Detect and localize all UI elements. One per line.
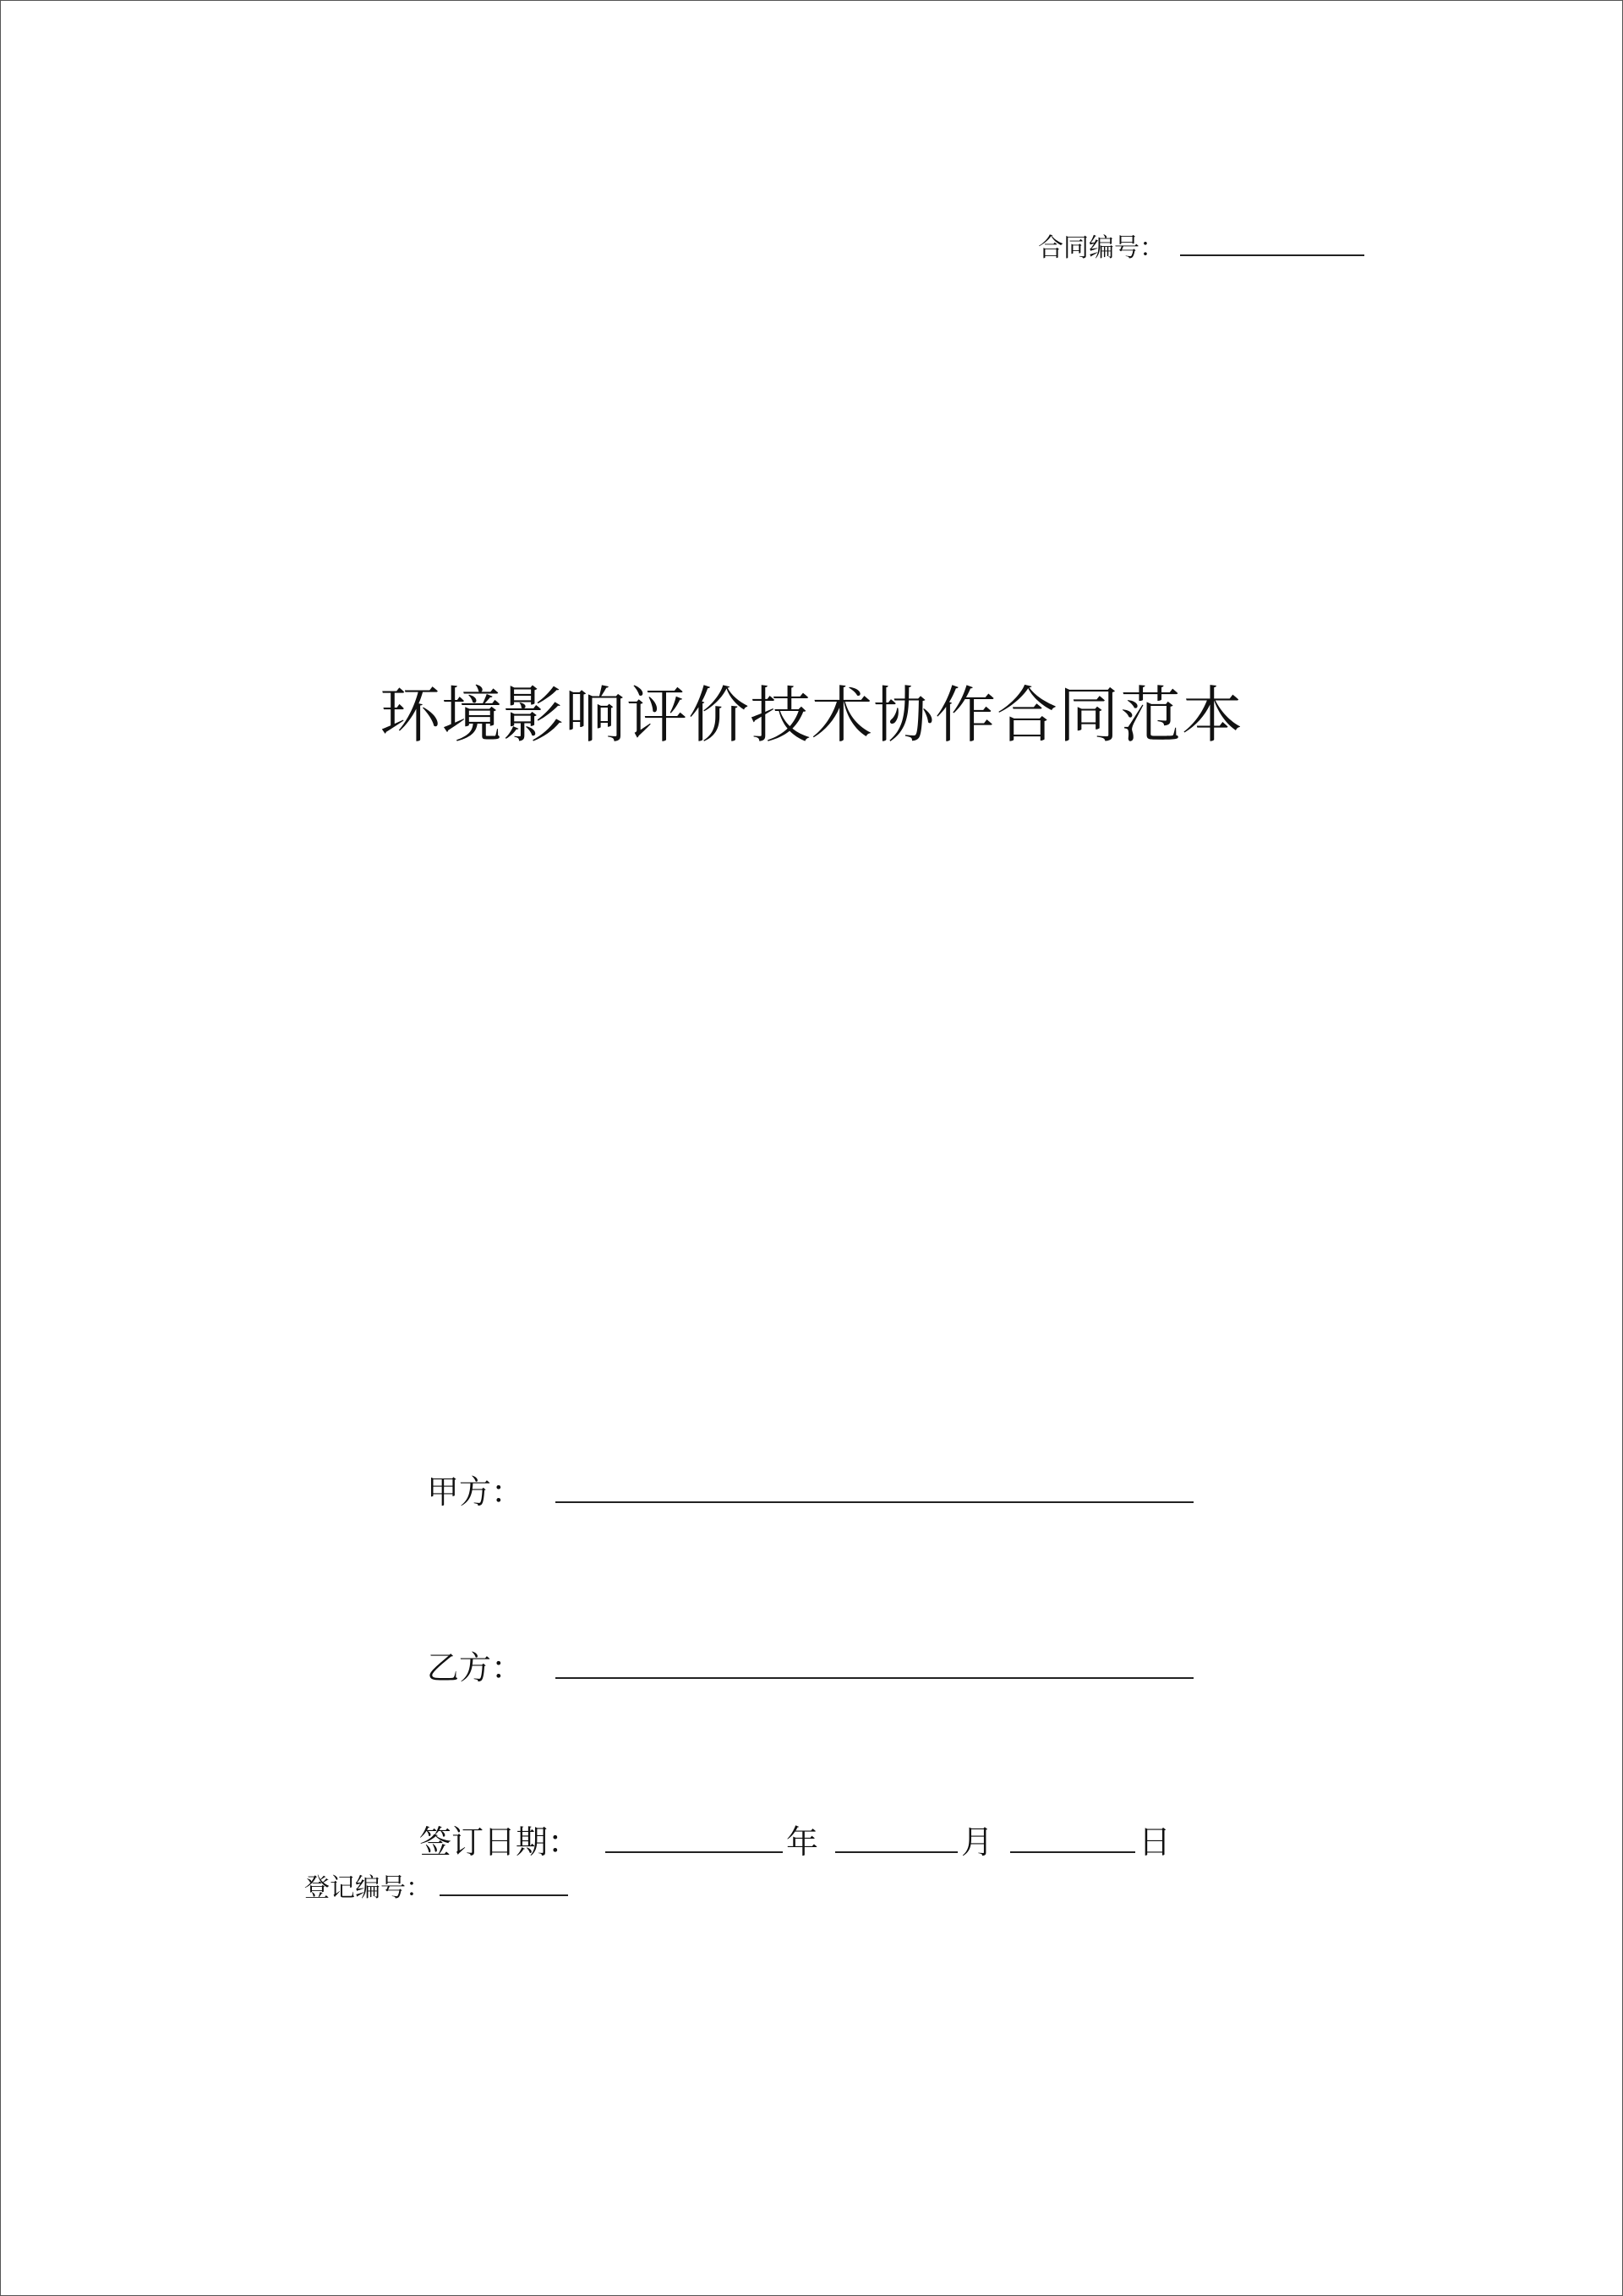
signing-month-blank[interactable]	[835, 1826, 958, 1853]
party-b-blank[interactable]	[555, 1652, 1194, 1679]
party-b-row	[427, 1642, 1194, 1688]
year-label: 年	[786, 1823, 819, 1861]
registration-number-blank[interactable]	[440, 1874, 568, 1896]
signing-year-blank[interactable]	[605, 1826, 783, 1853]
party-a-blank[interactable]	[555, 1476, 1194, 1503]
day-label: 日	[1139, 1823, 1172, 1861]
party-b-label: 乙方：	[427, 1649, 524, 1686]
registration-number-label: 登记编号：	[304, 1873, 431, 1903]
signing-date-row	[419, 1816, 1171, 1862]
contract-number-blank[interactable]	[1180, 234, 1364, 256]
signing-date-label: 签订日期：	[419, 1823, 581, 1861]
party-a-label: 甲方：	[427, 1473, 524, 1511]
signing-day-blank[interactable]	[1010, 1826, 1135, 1853]
contract-number-label: 合同编号：	[1038, 233, 1165, 263]
contract-number-row	[1038, 227, 1364, 264]
registration-number-row	[304, 1867, 568, 1904]
month-label: 月	[961, 1823, 994, 1861]
party-a-row	[427, 1466, 1194, 1512]
document-title: 环境影响评价技术协作合同范本	[379, 680, 1243, 751]
